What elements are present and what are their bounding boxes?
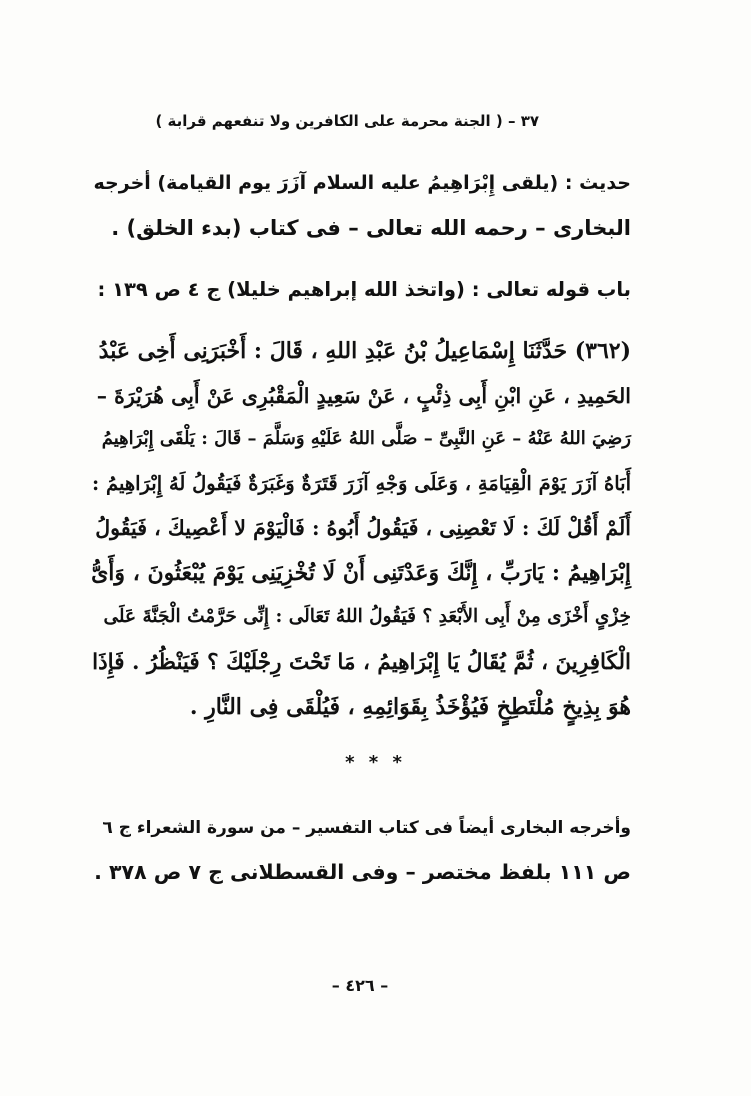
page-number: – ٤٢٦ – [331, 976, 389, 995]
hadith-line-5: أَلَمْ أَقُلْ لَكَ : لَا تَعْصِنِى ، فَيَقُولُ أَبُوهُ : فَالْيَوْمَ لا أَعْصِيكَ ، فَيَقُولُ [95, 516, 631, 540]
closing-line-1: وأخرجه البخارى أيضاً فى كتاب التفسير – من سورة الشعراء ج ٦ [102, 818, 631, 838]
hadith-line-8: الْكَافِرِينَ ، ثُمَّ يُقَالُ يَا إِبْرَاهِيمُ ، مَا تَحْتَ رِجْلَيْكَ ؟ فَيَنْظُرُ . فَإِذَا [92, 650, 631, 675]
hadith-line-1: (٣٦٢) حَدَّثَنَا إِسْمَاعِيلُ بْنُ عَبْدِ اللهِ ، قَالَ : أَخْبَرَنِى أَخِى عَبْدُ [98, 338, 631, 364]
section-divider: * * * [345, 752, 406, 773]
hadith-ref-line-2: البخارى – رحمه الله تعالى – فى كتاب (بدء الخلق) . [111, 216, 631, 240]
hadith-line-7: خِزْىٍ أَخْزَى مِنْ أَبِى الأَبْعَدِ ؟ فَيَقُولُ اللهُ تَعَالَى : إِنِّى حَرَّمْتُ الْجَنَّةَ عَلَى [103, 606, 631, 627]
hadith-line-4: أَبَاهُ آزَرَ يَوْمَ الْقِيَامَةِ ، وَعَلَى وَجْهِ آزَرَ قَتَرَةٌ وَغَبَرَةٌ فَيَقُولُ لَهُ إِبْرَاهِيمُ : [92, 472, 631, 495]
chapter-title: باب قوله تعالى : (واتخذ الله إبراهيم خليلا) ج ٤ ص ١٣٩ : [97, 278, 631, 301]
hadith-line-6: إِبْرَاهِيمُ : يَارَبِّ ، إِنَّكَ وَعَدْتَنِى أَنْ لَا تُخْزِيَنِى يَوْمَ يُبْعَثُونَ ، وَأَىُّ [91, 560, 631, 586]
hadith-ref-line-1: حديث : (يلقى إِبْرَاهِيمُ عليه السلام آزَرَ يوم القيامة) أخرجه [93, 172, 631, 194]
hadith-line-9: هُوَ بِذِيخٍ مُلْتَطِخٍ فَيُؤْخَذُ بِقَوَائِمِهِ ، فَيُلْقَى فِى النَّارِ . [189, 694, 631, 720]
hadith-line-3: رَضِيَ اللهُ عَنْهُ – عَنِ النَّبِىِّ – صَلَّى اللهُ عَلَيْهِ وَسَلَّمَ – قَالَ : يَلْقَى إِبْرَاهِيمُ [101, 428, 631, 449]
section-heading: ٣٧ – ( الجنة محرمة على الكافرين ولا تنفعهم قرابة ) [155, 112, 539, 130]
closing-line-2: ص ١١١ بلفظ مختصر – وفى القسطلانى ج ٧ ص ٣٧٨ . [94, 860, 631, 884]
hadith-line-2: الحَمِيدِ ، عَنِ ابْنِ أَبِى ذِئْبٍ ، عَنْ سَعِيدٍ الْمَقْبُرِى عَنْ أَبِى هُرَيْرَةَ – [96, 384, 631, 408]
